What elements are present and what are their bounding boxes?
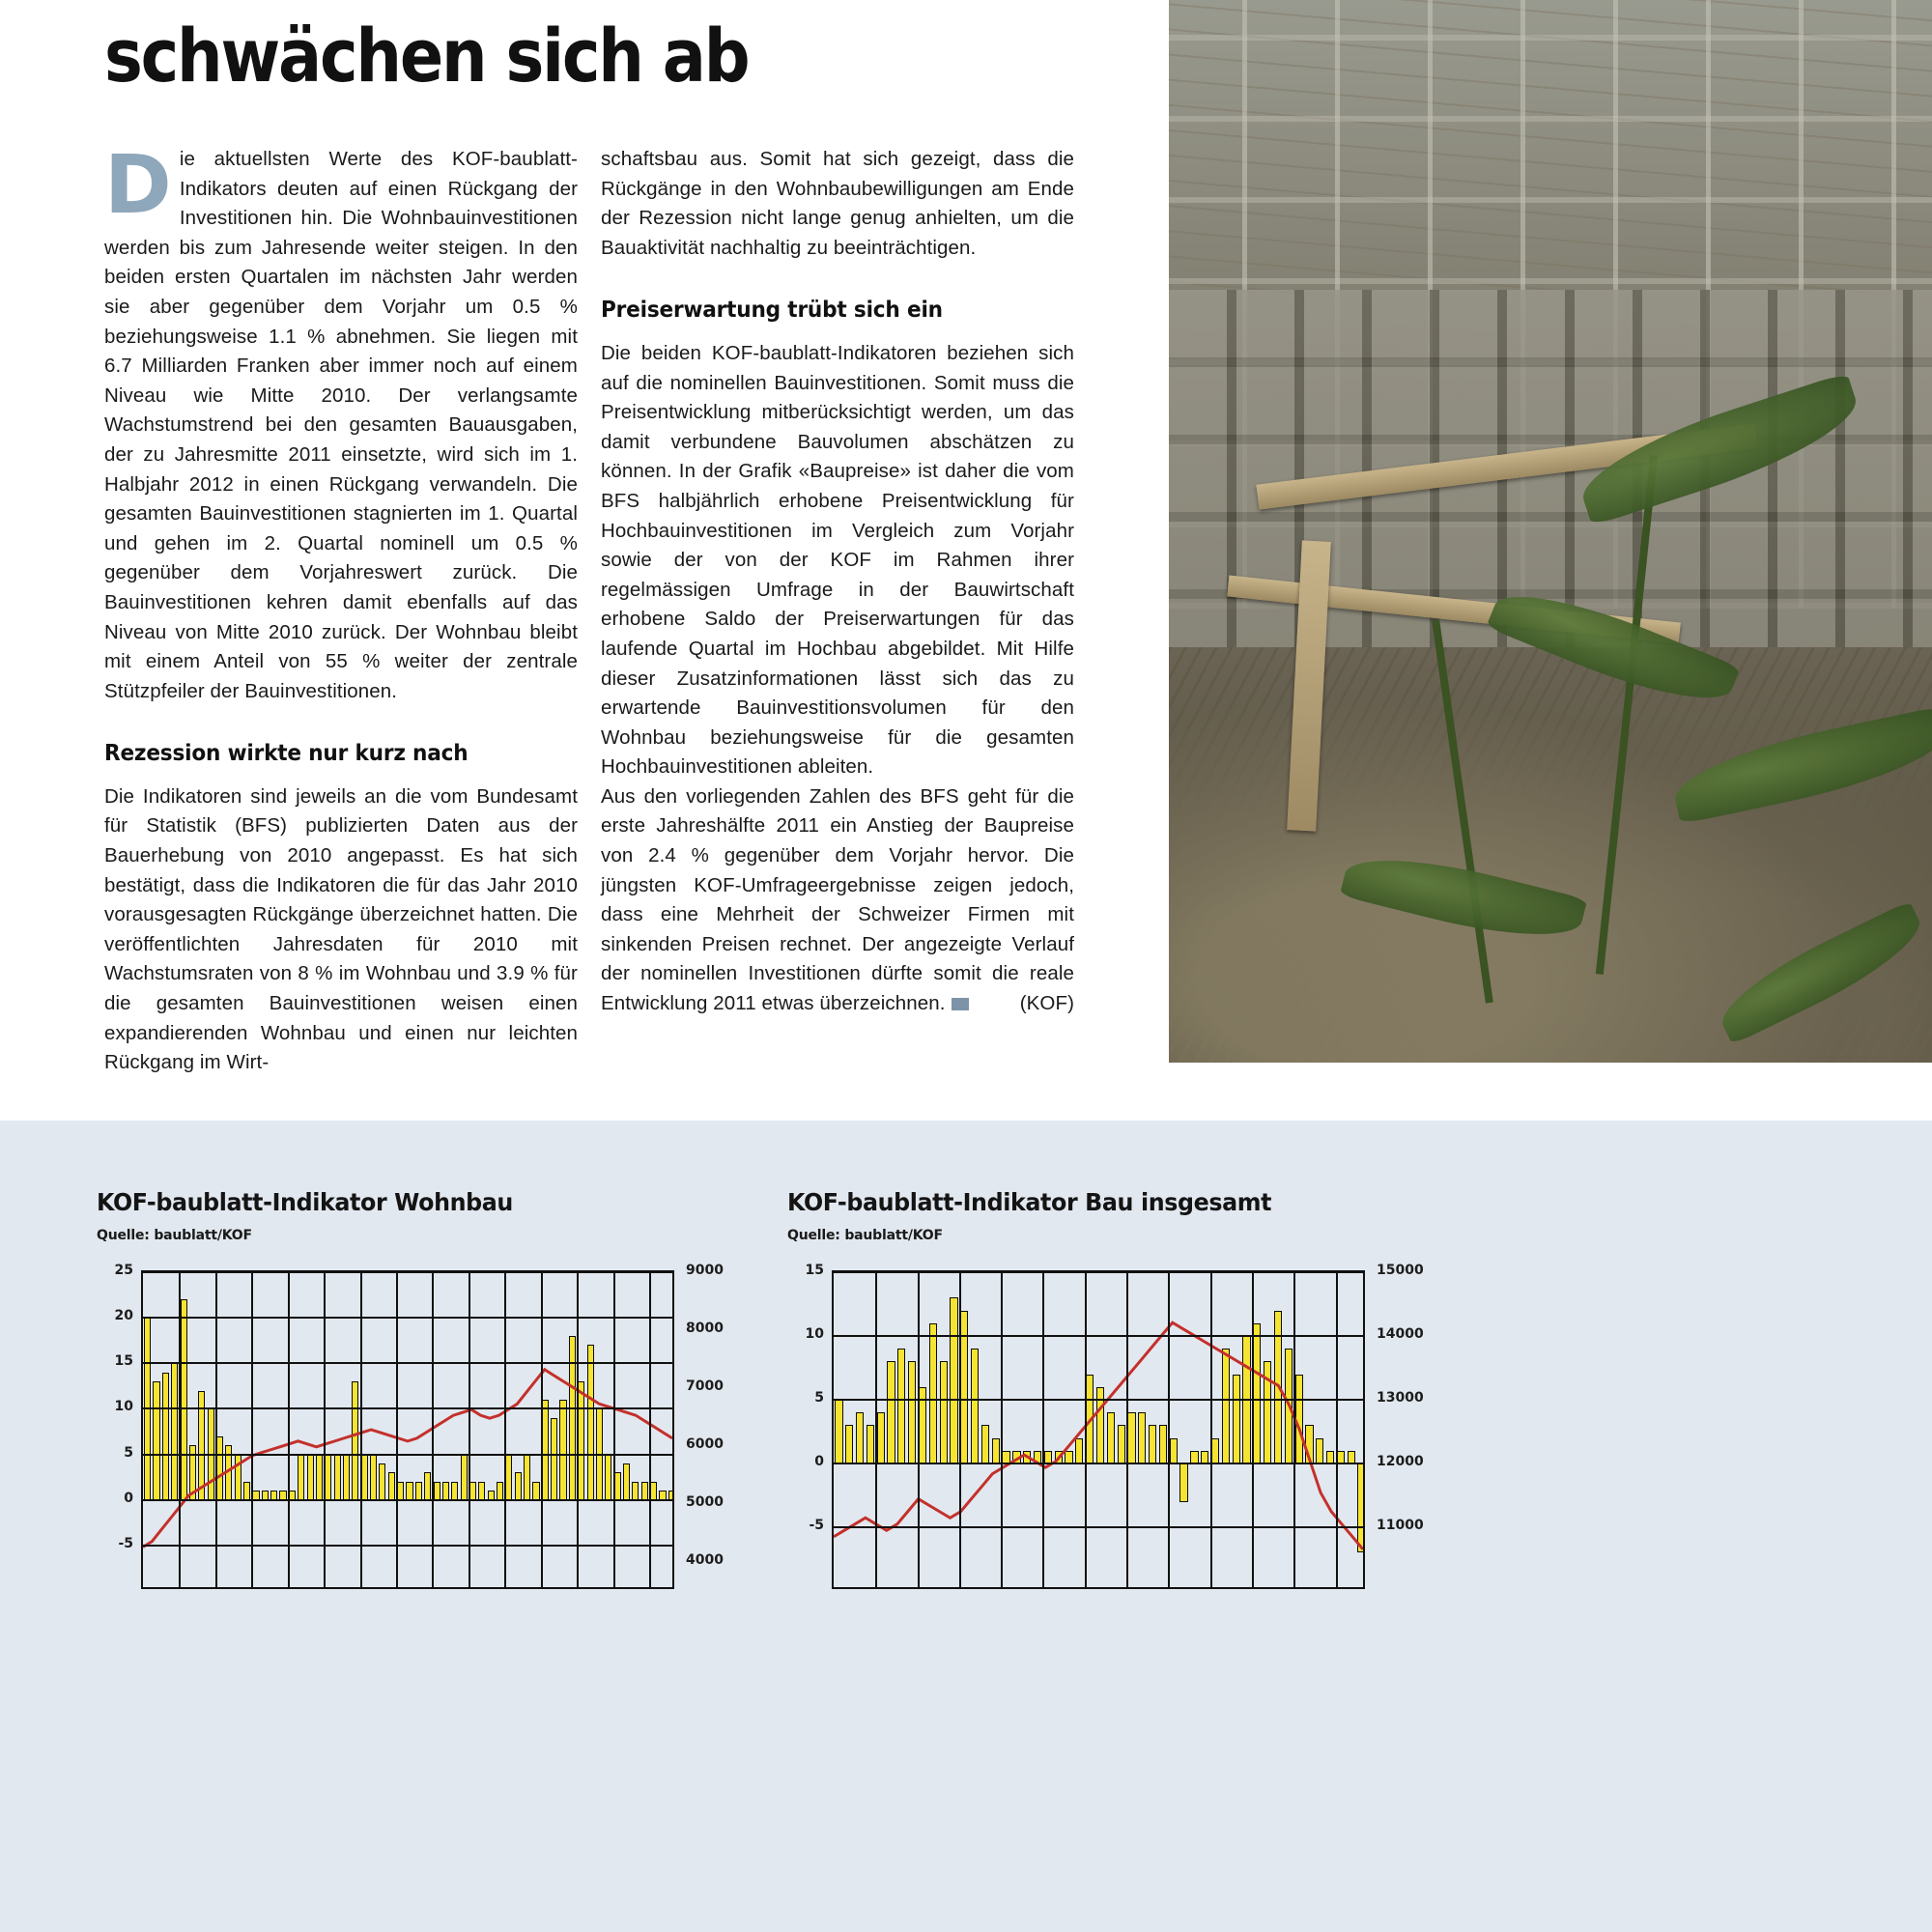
end-mark-icon xyxy=(952,998,969,1010)
y-axis-tick-right: 12000 xyxy=(1377,1454,1424,1469)
paragraph-left-1 xyxy=(104,137,578,706)
gridline-horizontal xyxy=(834,1335,1363,1337)
page-title: schwächen sich ab xyxy=(104,13,749,99)
y-axis-right xyxy=(676,1263,769,1589)
y-axis-tick-right: 15000 xyxy=(1377,1263,1424,1278)
gridline-vertical xyxy=(504,1272,506,1587)
y-axis-tick: 5 xyxy=(814,1390,824,1406)
y-axis-tick-right: 7000 xyxy=(686,1378,724,1394)
gridline-horizontal xyxy=(143,1454,672,1456)
line-path xyxy=(143,1370,672,1548)
text-column-left xyxy=(104,137,578,1078)
gridline-vertical xyxy=(613,1272,615,1587)
gridline-vertical xyxy=(215,1272,217,1587)
gridline-vertical xyxy=(649,1272,651,1587)
drop-cap: D xyxy=(104,137,172,232)
article-credit: (KOF) xyxy=(1019,992,1074,1015)
gridline-horizontal xyxy=(143,1271,672,1273)
gridline-horizontal xyxy=(834,1399,1363,1401)
y-axis-tick-right: 13000 xyxy=(1377,1390,1424,1406)
y-axis-tick: 10 xyxy=(114,1399,133,1415)
gridline-vertical xyxy=(1252,1272,1254,1587)
y-axis-tick: -5 xyxy=(118,1535,133,1551)
chart-plot-area xyxy=(97,1263,773,1657)
y-axis-tick: 0 xyxy=(124,1490,133,1506)
y-axis-tick-right: 11000 xyxy=(1377,1518,1424,1533)
gridline-horizontal xyxy=(834,1526,1363,1528)
y-axis-tick: 5 xyxy=(124,1444,133,1461)
gridline-vertical xyxy=(1042,1272,1044,1587)
paragraph-left-1-text: ie aktuellsten Werte des KOF-baublatt-Indikators deuten auf einen Rückgang der Investitionen hin. Die Wohnbauinvestitionen werden bis zum Jahresende weiter steigen. In den beiden ersten Quartalen im nächsten Jahr werden sie aber gegenüber dem Vorjahr um 0.5 % beziehungsweise 1.1 % abnehmen. Sie liegen mit 6.7 Milliarden Franken aber immer noch auf einem Niveau wie Mitte 2010. Der verlangsamte Wachstumstrend bei den gesamten Bauausgaben, der zu Jahresmitte 2011 einsetzte, wird sich im 1. Halbjahr 2012 in einen Rückgang verwandeln. Die gesamten Bauinvestitionen stagnierten im 1. Quartal und gehen im 2. Quartal nominell um 0.5 % gegenüber dem Vorjahreswert zurück. Die Bauinvestitionen kehren damit ebenfalls auf das Niveau von Mitte 2010 zurück. Der Wohnbau bleibt mit einem Anteil von 55 % weiter der zentrale Stützpfeiler der Bauinvestitionen. xyxy=(104,148,578,702)
chart-subtitle: Quelle: baublatt/KOF xyxy=(787,1228,943,1243)
y-axis-tick-right: 5000 xyxy=(686,1494,724,1510)
gridline-horizontal xyxy=(834,1463,1363,1464)
subheading-preiserwartung: Preiserwartung trübt sich ein xyxy=(601,298,943,324)
y-axis-tick: 20 xyxy=(114,1308,133,1324)
gridline-vertical xyxy=(396,1272,398,1587)
gridline-vertical xyxy=(288,1272,290,1587)
y-axis-tick: 0 xyxy=(814,1454,824,1469)
y-axis-left xyxy=(787,1263,830,1589)
gridline-vertical xyxy=(1001,1272,1003,1587)
chart-plot-area xyxy=(787,1263,1463,1657)
paragraph-right-1: schaftsbau aus. Somit hat sich gezeigt, dass die Rückgänge in den Wohnbaubewilligungen am Ende der Rezession nicht lange genug anhielten, um die Bauaktivität nachhaltig zu beeinträchtigen. xyxy=(601,148,1074,259)
gridline-horizontal xyxy=(834,1271,1363,1273)
y-axis-tick-right: 4000 xyxy=(686,1552,724,1568)
gridline-vertical xyxy=(577,1272,579,1587)
gridline-horizontal xyxy=(143,1499,672,1501)
y-axis-tick-right: 14000 xyxy=(1377,1326,1424,1342)
gridline-vertical xyxy=(1210,1272,1212,1587)
paragraph-right-3-text: Aus den vorliegenden Zahlen des BFS geht für die erste Jahreshälfte 2011 ein Anstieg der Baupreise von 2.4 % gegenüber dem Vorjahr hervor. Die jüngsten KOF-Umfrageergebnisse zeigen jedoch, dass eine Mehrheit der Schweizer Firmen mit sinkenden Preisen rechnet. Der angezeigte Verlauf der nominellen Investitionen dürfte somit die reale Entwicklung 2011 etwas überzeichnen. xyxy=(601,784,1074,1015)
gridline-vertical xyxy=(1085,1272,1087,1587)
gridline-horizontal xyxy=(143,1407,672,1409)
gridline-vertical xyxy=(432,1272,434,1587)
chart-subtitle: Quelle: baublatt/KOF xyxy=(97,1228,252,1243)
gridline-vertical xyxy=(875,1272,877,1587)
gridline-vertical xyxy=(1168,1272,1170,1587)
gridline-vertical xyxy=(541,1272,543,1587)
plot-canvas xyxy=(141,1270,674,1589)
gridline-vertical xyxy=(360,1272,362,1587)
gridline-vertical xyxy=(179,1272,181,1587)
y-axis-tick: 25 xyxy=(114,1263,133,1278)
gridline-horizontal xyxy=(143,1362,672,1364)
subheading-rezession: Rezession wirkte nur kurz nach xyxy=(104,741,469,767)
chart-wohnbau xyxy=(97,1188,773,1657)
gridline-horizontal xyxy=(143,1317,672,1319)
line-series xyxy=(143,1272,672,1587)
line-path xyxy=(834,1322,1363,1549)
gridline-vertical xyxy=(959,1272,961,1587)
article-photo xyxy=(1169,0,1932,1063)
y-axis-tick-right: 6000 xyxy=(686,1436,724,1452)
y-axis-tick: 10 xyxy=(805,1326,824,1342)
y-axis-tick: 15 xyxy=(114,1353,133,1370)
y-axis-left xyxy=(97,1263,139,1589)
y-axis-right xyxy=(1367,1263,1460,1589)
gridline-vertical xyxy=(324,1272,326,1587)
gridline-vertical xyxy=(469,1272,470,1587)
y-axis-tick-right: 9000 xyxy=(686,1263,724,1278)
line-series xyxy=(834,1272,1363,1587)
paragraph-right-3 xyxy=(601,782,1074,1019)
gridline-vertical xyxy=(1126,1272,1128,1587)
text-column-right xyxy=(601,145,1074,1019)
gridline-vertical xyxy=(1336,1272,1338,1587)
paragraph-left-2: Die Indikatoren sind jeweils an die vom Bundesamt für Statistik (BFS) publizierten Daten aus der Bauerhebung von 2010 angepasst. Es hat sich bestätigt, dass die Indikatoren die für das Jahr 2010 vorausgesagten Rückgänge überzeichnet hatten. Die veröffentlichten Jahresdaten für 2010 mit Wachstumsraten von 8 % im Wohnbau und 3.9 % für die gesamten Bauinvestitionen weisen einen expandierenden Wohnbau und einen nur leichten Rückgang im Wirt- xyxy=(104,784,578,1074)
gridline-horizontal xyxy=(143,1545,672,1547)
chart-panel xyxy=(0,1121,1932,1932)
gridline-vertical xyxy=(1293,1272,1295,1587)
chart-bau-insgesamt xyxy=(787,1188,1463,1657)
plot-canvas xyxy=(832,1270,1365,1589)
y-axis-tick-right: 8000 xyxy=(686,1321,724,1336)
y-axis-tick: 15 xyxy=(805,1263,824,1278)
chart-title: KOF-baublatt-Indikator Wohnbau xyxy=(97,1188,513,1216)
gridline-vertical xyxy=(918,1272,920,1587)
y-axis-tick: -5 xyxy=(809,1518,824,1533)
paragraph-right-2: Die beiden KOF-baublatt-Indikatoren beziehen sich auf die nominellen Bauinvestitionen. Somit muss die Preisentwicklung mitberücksichtigt werden, um das damit verbundene Bauvolumen abschätzen zu können. In der Grafik «Baupreise» ist daher die vom BFS halbjährlich erhobene Preisentwicklung für Hochbauinvestitionen im Vergleich zum Vorjahr sowie der von der KOF im Rahmen ihrer regelmässigen Umfrage in der Bauwirtschaft erhobene Saldo der Preiserwartungen für das laufende Quartal im Hochbau abgebildet. Mit Hilfe dieser Zusatzinformationen lässt sich das zu erwartende Bauinvestitionsvolumen für den Wohnbau beziehungsweise für die gesamten Hochbauinvestitionen ableiten. xyxy=(601,341,1074,779)
chart-title: KOF-baublatt-Indikator Bau insgesamt xyxy=(787,1188,1272,1216)
gridline-vertical xyxy=(251,1272,253,1587)
